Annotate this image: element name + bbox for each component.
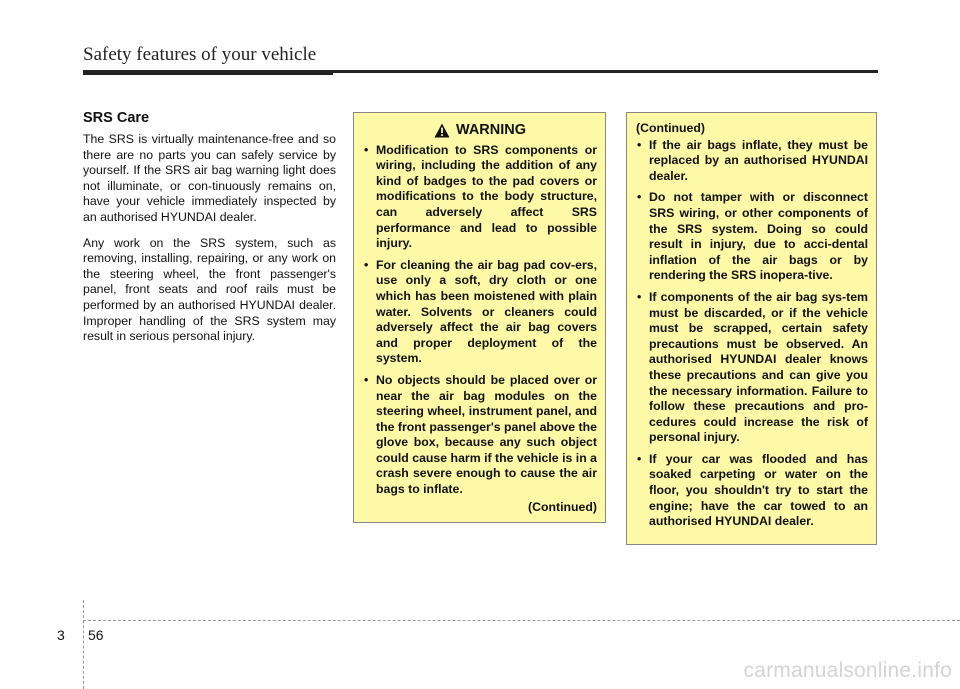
header-rule-accent	[83, 70, 333, 75]
warning-list	[363, 143, 597, 498]
warning-title: WARNING	[455, 122, 527, 138]
warning-header	[363, 123, 597, 139]
warning-box	[353, 112, 606, 523]
warning-triangle-icon	[434, 123, 450, 138]
warning-item: • If the air bags inflate, they must be replaced by an authorised HYUNDAI dealer.	[636, 138, 868, 185]
body-paragraph: The SRS is virtually maintenance-free and so there are no parts you can safely service by yourself. If the SRS air bag warning light does not illuminate, or con-tinuously remains on, have your vehicle immediately inspected by an authorised HYUNDAI dealer.	[83, 132, 336, 224]
warning-item: • For cleaning the air bag pad cov-ers, use only a soft, dry cloth or one which has been moistened with plain water. Solvents or cleaners could adversely affect the air bag covers and proper deployment of the system.	[363, 258, 597, 367]
warning-item: • No objects should be placed over or near the air bag modules on the steering wheel, instrument panel, and the front passenger's panel above the glove box, because any such object could cause harm if the vehicle is in a crash severe enough to cause the air bags to inflate.	[363, 373, 597, 498]
continued-label: (Continued)	[528, 499, 597, 514]
watermark: carmanualsonline.info	[743, 659, 952, 682]
warning-item: • If your car was flooded and has soaked carpeting or water on the floor, you shouldn't try to start the engine; have the car towed to an authorised HYUNDAI dealer.	[636, 452, 868, 530]
section-title: SRS Care	[83, 110, 150, 126]
body-paragraph: Any work on the SRS system, such as removing, installing, repairing, or any work on the steering wheel, the front passenger's panel, front seats and roof rails must be performed by an authorised HYUNDAI dealer. Improper handling of the SRS system may result in serious personal injury.	[83, 235, 336, 344]
footer-divider	[83, 600, 84, 689]
warning-item: • If components of the air bag sys-tem must be discarded, or if the vehicle must be scrapped, certain safety precautions must be observed. An authorised HYUNDAI dealer knows these precautions and can give you the necessary information. Failure to follow these precautions and pro-cedures could increase the risk of personal injury.	[636, 290, 868, 446]
warning-continued-box	[626, 112, 877, 545]
srs-care-section	[83, 110, 336, 355]
warning-item: • Modification to SRS components or wiring, including the addition of any kind of badges to the pad covers or modifications to the body structure, can adversely affect SRS performance and lead to possible injury.	[363, 143, 597, 252]
continued-label: (Continued)	[636, 121, 705, 135]
page-number: 56	[88, 627, 104, 643]
page-header-title: Safety features of your vehicle	[83, 44, 317, 65]
warning-item: • Do not tamper with or disconnect SRS wiring, or other components of the SRS system. Doing so could result in injury, due to acci-dental inflation of the air bags or by rendering the SRS inopera-tive.	[636, 190, 868, 284]
chapter-number: 3	[57, 627, 65, 643]
footer-rule	[83, 620, 960, 621]
warning-list	[636, 138, 868, 530]
